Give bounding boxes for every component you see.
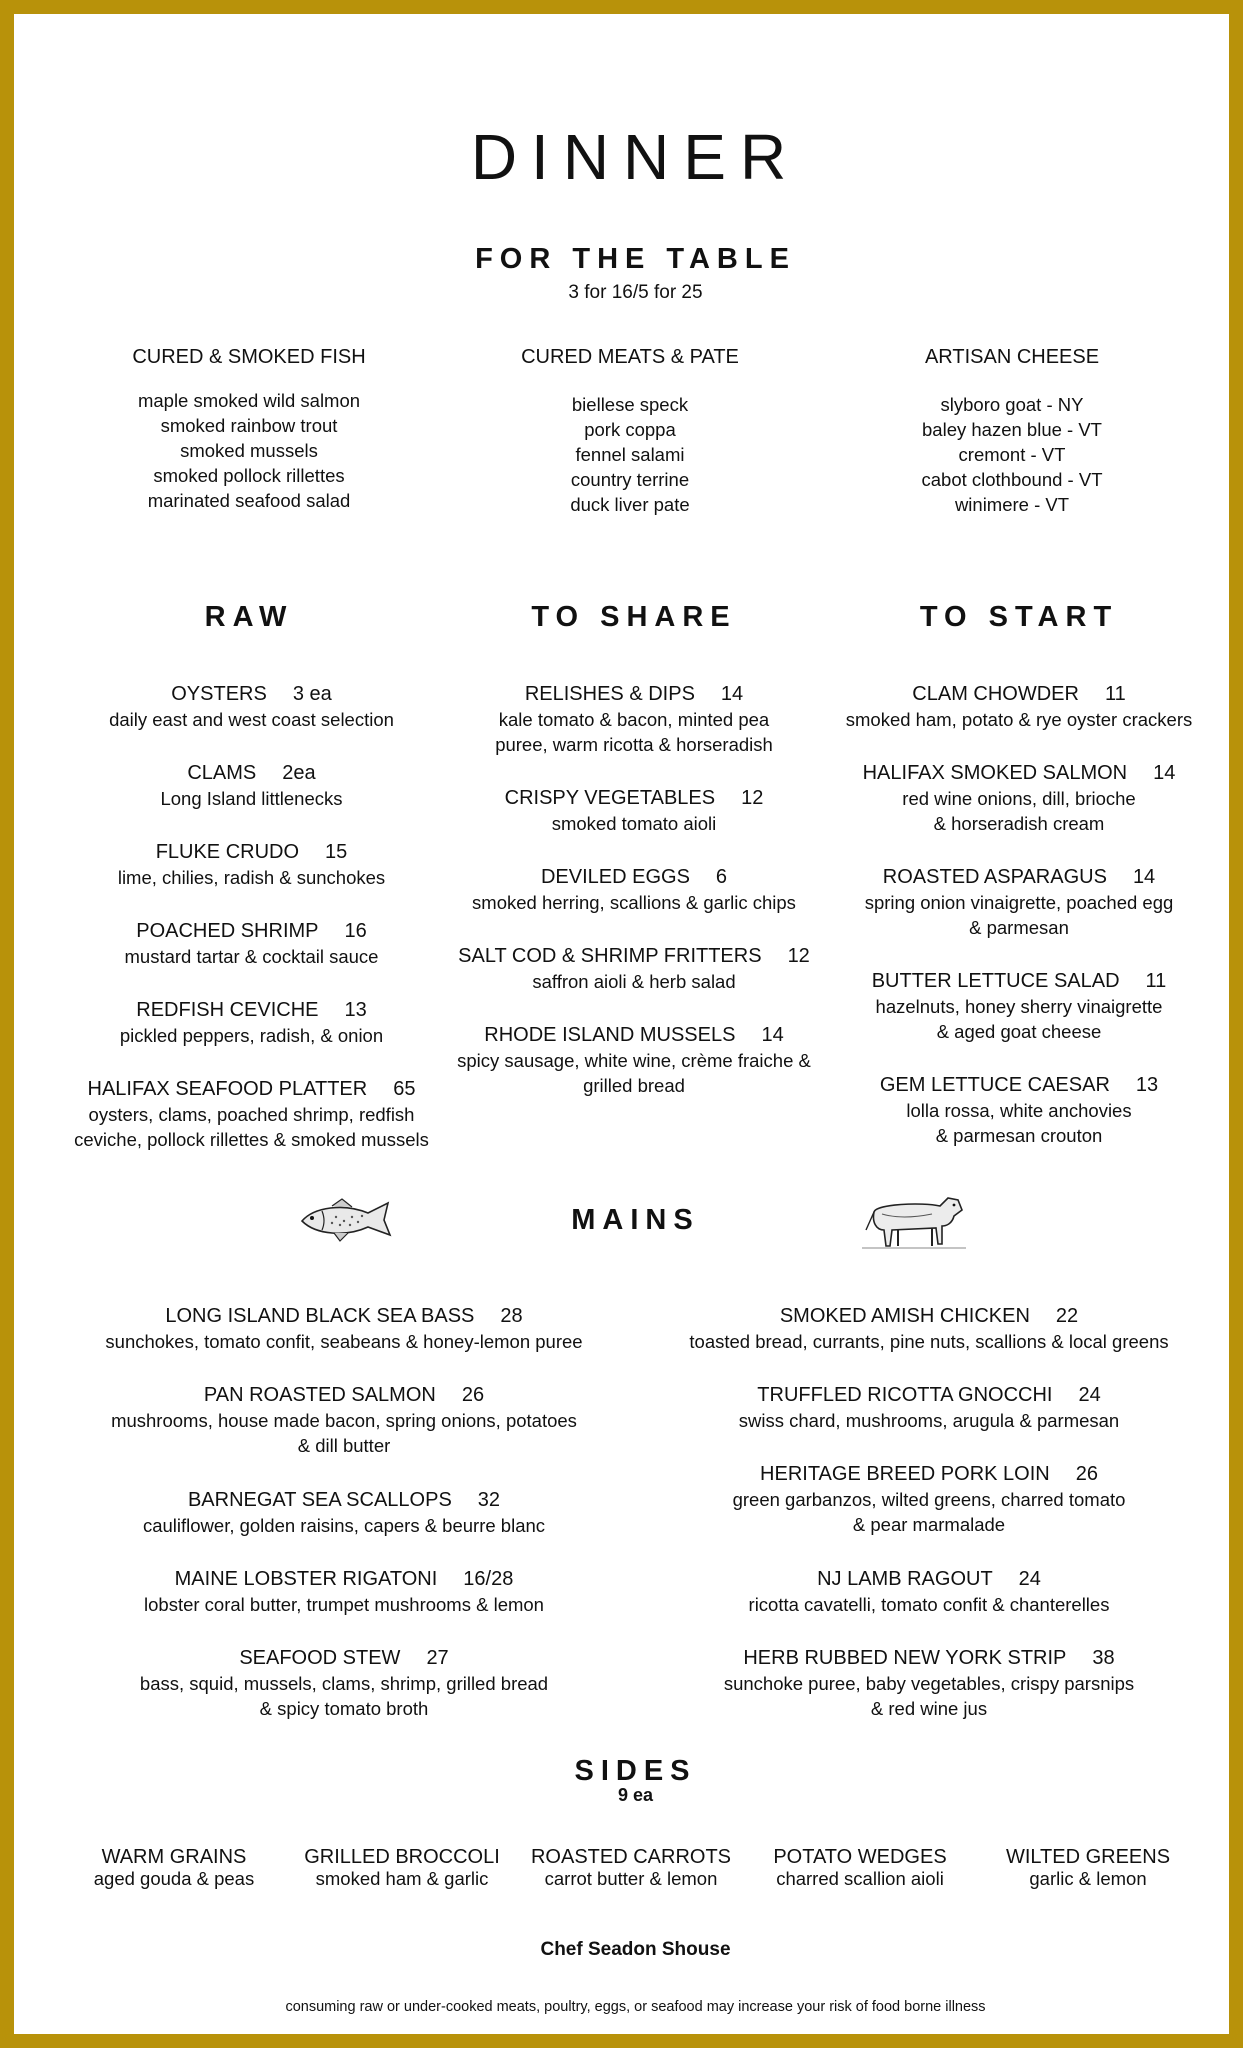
dish-desc: & aged goat cheese (936, 1021, 1102, 1042)
category-title: CURED MEATS & PATE (521, 346, 739, 368)
dish-price: 11 (1104, 683, 1126, 705)
side-potato-wedges (750, 1846, 970, 1890)
dish-price: 14 (761, 1024, 784, 1046)
dish-price: 12 (741, 787, 764, 809)
sides-heading: SIDES (574, 1755, 697, 1787)
dish-desc: spicy sausage, white wine, crème fraiche & (457, 1050, 811, 1071)
dish-desc: mustard tartar & cocktail sauce (124, 946, 379, 967)
dish-desc: sunchoke puree, baby vegetables, crispy parsnips (723, 1673, 1135, 1694)
dish-desc: sunchokes, tomato confit, seabeans & honey-lemon puree (105, 1331, 583, 1352)
dish-desc: & parmesan (969, 917, 1069, 938)
side-desc: carrot butter & lemon (544, 1868, 718, 1889)
dish-name: SMOKED AMISH CHICKEN (779, 1305, 1030, 1327)
dish-desc: ceviche, pollock rillettes & smoked mussels (74, 1129, 429, 1150)
list-item: cremont - VT (958, 444, 1066, 465)
dish-price: 28 (500, 1305, 523, 1327)
dish-name: MAINE LOBSTER RIGATONI (174, 1568, 438, 1590)
dish-price: 12 (787, 945, 810, 967)
list-item: fennel salami (575, 444, 685, 465)
mains-heading: MAINS (571, 1204, 700, 1236)
dish-price: 16 (344, 920, 367, 942)
side-name: GRILLED BROCCOLI (304, 1846, 500, 1868)
dish-price: 14 (720, 683, 744, 705)
dish-redfish-ceviche (54, 997, 449, 1048)
dish-desc: & horseradish cream (933, 813, 1105, 834)
dish-long-island-black-sea-bass (74, 1303, 614, 1354)
for-the-table-heading: FOR THE TABLE (475, 243, 796, 275)
side-desc: charred scallion aioli (776, 1868, 944, 1889)
dish-desc: bass, squid, mussels, clams, shrimp, grilled bread (139, 1673, 549, 1694)
dish-rhode-island-mussels (444, 1022, 824, 1098)
dish-desc: toasted bread, currants, pine nuts, scallions & local greens (689, 1331, 1169, 1352)
side-grilled-broccoli (292, 1846, 512, 1890)
list-item: baley hazen blue - VT (922, 419, 1102, 440)
dish-name: CLAM CHOWDER (912, 683, 1079, 705)
dish-name: CRISPY VEGETABLES (504, 787, 716, 809)
dish-seafood-stew (74, 1645, 614, 1721)
dish-price: 11 (1145, 970, 1167, 992)
dish-name: FLUKE CRUDO (155, 841, 300, 863)
dish-name: BARNEGAT SEA SCALLOPS (187, 1489, 452, 1511)
dish-desc: green garbanzos, wilted greens, charred tomato (732, 1489, 1126, 1510)
dish-name: PAN ROASTED SALMON (203, 1384, 436, 1406)
side-roasted-carrots (521, 1846, 741, 1890)
dish-price: 13 (344, 999, 367, 1021)
side-name: WILTED GREENS (1005, 1846, 1171, 1868)
dish-price: 65 (393, 1078, 416, 1100)
dish-desc: daily east and west coast selection (109, 709, 394, 730)
dish-butter-lettuce-salad (829, 968, 1209, 1044)
list-item: winimere - VT (954, 494, 1070, 515)
dish-desc: & dill butter (297, 1435, 391, 1456)
dish-desc: lolla rossa, white anchovies (906, 1100, 1132, 1121)
sides-price: 9 ea (617, 1785, 654, 1805)
dish-desc: oysters, clams, poached shrimp, redfish (88, 1104, 415, 1125)
dish-maine-lobster-rigatoni (74, 1566, 614, 1617)
dish-price: 26 (461, 1384, 485, 1406)
category-cured-smoked-fish (89, 344, 409, 513)
dish-nj-lamb-ragout (654, 1566, 1204, 1617)
dish-desc: puree, warm ricotta & horseradish (495, 734, 773, 755)
list-item: duck liver pate (570, 494, 690, 515)
dish-desc: ricotta cavatelli, tomato confit & chanterelles (748, 1594, 1110, 1615)
dish-herb-rubbed-new-york-strip (654, 1645, 1204, 1721)
dish-clam-chowder (829, 681, 1209, 732)
dish-name: HALIFAX SMOKED SALMON (862, 762, 1128, 784)
dish-price: 2ea (282, 762, 316, 784)
raw-heading: RAW (204, 601, 294, 633)
dish-price: 24 (1078, 1384, 1101, 1406)
category-title: ARTISAN CHEESE (924, 346, 1100, 368)
category-items (470, 392, 790, 517)
dish-poached-shrimp (54, 918, 449, 969)
dish-name: LONG ISLAND BLACK SEA BASS (165, 1305, 475, 1327)
dish-crispy-vegetables (444, 785, 824, 836)
cow-icon (862, 1190, 966, 1252)
dish-price: 6 (715, 866, 728, 888)
dish-desc: grilled bread (583, 1075, 685, 1096)
side-desc: aged gouda & peas (93, 1868, 255, 1889)
dish-price: 22 (1055, 1305, 1079, 1327)
dish-halifax-seafood-platter (54, 1076, 449, 1152)
dish-desc: & red wine jus (870, 1698, 988, 1719)
dish-name: ROASTED ASPARAGUS (882, 866, 1107, 888)
dish-price: 3 ea (292, 683, 332, 705)
category-title: CURED & SMOKED FISH (132, 346, 366, 368)
dish-name: HERITAGE BREED PORK LOIN (760, 1463, 1050, 1485)
dish-name: OYSTERS (171, 683, 267, 705)
list-item: smoked rainbow trout (160, 415, 338, 436)
dish-price: 14 (1153, 762, 1176, 784)
side-name: WARM GRAINS (101, 1846, 247, 1868)
list-item: pork coppa (584, 419, 676, 440)
side-warm-grains (64, 1846, 284, 1890)
dish-desc: red wine onions, dill, brioche (902, 788, 1136, 809)
dish-name: RELISHES & DIPS (524, 683, 695, 705)
dish-desc: & pear marmalade (852, 1514, 1006, 1535)
dish-barnegat-sea-scallops (74, 1487, 614, 1538)
dish-name: DEVILED EGGS (540, 866, 690, 888)
dish-name: GEM LETTUCE CAESAR (879, 1074, 1110, 1096)
for-the-table-price: 3 for 16/5 for 25 (568, 282, 703, 303)
dish-name: SALT COD & SHRIMP FRITTERS (458, 945, 762, 967)
dish-desc: cauliflower, golden raisins, capers & beurre blanc (142, 1515, 546, 1536)
to-start-heading: TO START (919, 601, 1119, 633)
dish-price: 13 (1135, 1074, 1159, 1096)
side-wilted-greens (978, 1846, 1198, 1890)
list-item: marinated seafood salad (147, 490, 351, 511)
list-item: country terrine (570, 469, 690, 490)
list-item: smoked mussels (180, 440, 318, 461)
dish-clams (54, 760, 449, 811)
category-items (89, 388, 409, 513)
dish-desc: Long Island littlenecks (160, 788, 343, 809)
menu-title: DINNER (470, 121, 801, 193)
dish-price: 15 (325, 841, 348, 863)
dish-desc: pickled peppers, radish, & onion (119, 1025, 384, 1046)
side-desc: garlic & lemon (1029, 1868, 1147, 1889)
dish-name: RHODE ISLAND MUSSELS (484, 1024, 736, 1046)
dish-desc: & spicy tomato broth (259, 1698, 429, 1719)
dish-smoked-amish-chicken (654, 1303, 1204, 1354)
list-item: maple smoked wild salmon (137, 390, 361, 411)
dish-name: REDFISH CEVICHE (136, 999, 319, 1021)
to-share-heading: TO SHARE (531, 601, 737, 633)
dish-price: 16/28 (463, 1568, 514, 1590)
dish-desc: & parmesan crouton (935, 1125, 1103, 1146)
category-artisan-cheese (852, 344, 1172, 517)
dish-roasted-asparagus (829, 864, 1209, 940)
dish-desc: swiss chard, mushrooms, arugula & parmesan (738, 1410, 1120, 1431)
dish-oysters (54, 681, 449, 732)
category-cured-meats-pate (470, 344, 790, 517)
health-notice: consuming raw or under-cooked meats, poultry, eggs, or seafood may increase your risk of food borne illness (285, 1999, 986, 2015)
dish-name: HALIFAX SEAFOOD PLATTER (87, 1078, 368, 1100)
dish-desc: spring onion vinaigrette, poached egg (864, 892, 1174, 913)
dish-name: CLAMS (187, 762, 257, 784)
dish-halifax-smoked-salmon (829, 760, 1209, 836)
dish-heritage-breed-pork-loin (654, 1461, 1204, 1537)
dish-price: 26 (1075, 1463, 1098, 1485)
dish-desc: kale tomato & bacon, minted pea (498, 709, 770, 730)
dish-name: BUTTER LETTUCE SALAD (871, 970, 1120, 992)
list-item: smoked pollock rillettes (153, 465, 345, 486)
dish-gem-lettuce-caesar (829, 1072, 1209, 1148)
chef-name: Chef Seadon Shouse (540, 1939, 731, 1960)
dish-deviled-eggs (444, 864, 824, 915)
dish-price: 27 (426, 1647, 449, 1669)
dish-desc: smoked herring, scallions & garlic chips (472, 892, 796, 913)
category-items (852, 392, 1172, 517)
dish-desc: mushrooms, house made bacon, spring onions, potatoes (111, 1410, 577, 1431)
dish-price: 14 (1132, 866, 1156, 888)
dish-pan-roasted-salmon (74, 1382, 614, 1458)
dish-name: POACHED SHRIMP (136, 920, 319, 942)
dish-desc: hazelnuts, honey sherry vinaigrette (875, 996, 1163, 1017)
list-item: slyboro goat - NY (940, 394, 1084, 415)
dish-relishes-dips (444, 681, 824, 757)
dish-truffled-ricotta-gnocchi (654, 1382, 1204, 1433)
dish-price: 32 (477, 1489, 501, 1511)
dish-price: 38 (1092, 1647, 1115, 1669)
dish-salt-cod-shrimp-fritters (444, 943, 824, 994)
dish-desc: smoked tomato aioli (551, 813, 717, 834)
dish-desc: lime, chilies, radish & sunchokes (117, 867, 386, 888)
dish-name: SEAFOOD STEW (239, 1647, 401, 1669)
dish-name: HERB RUBBED NEW YORK STRIP (743, 1647, 1067, 1669)
list-item: cabot clothbound - VT (921, 469, 1103, 490)
dish-fluke-crudo (54, 839, 449, 890)
dish-name: NJ LAMB RAGOUT (817, 1568, 993, 1590)
side-desc: smoked ham & garlic (315, 1868, 489, 1889)
side-name: ROASTED CARROTS (530, 1846, 732, 1868)
dish-name: TRUFFLED RICOTTA GNOCCHI (757, 1384, 1053, 1406)
dish-price: 24 (1018, 1568, 1041, 1590)
dish-desc: smoked ham, potato & rye oyster crackers (845, 709, 1193, 730)
side-name: POTATO WEDGES (773, 1846, 947, 1868)
dish-desc: lobster coral butter, trumpet mushrooms & lemon (144, 1594, 544, 1615)
list-item: biellese speck (571, 394, 689, 415)
dish-desc: saffron aioli & herb salad (532, 971, 736, 992)
